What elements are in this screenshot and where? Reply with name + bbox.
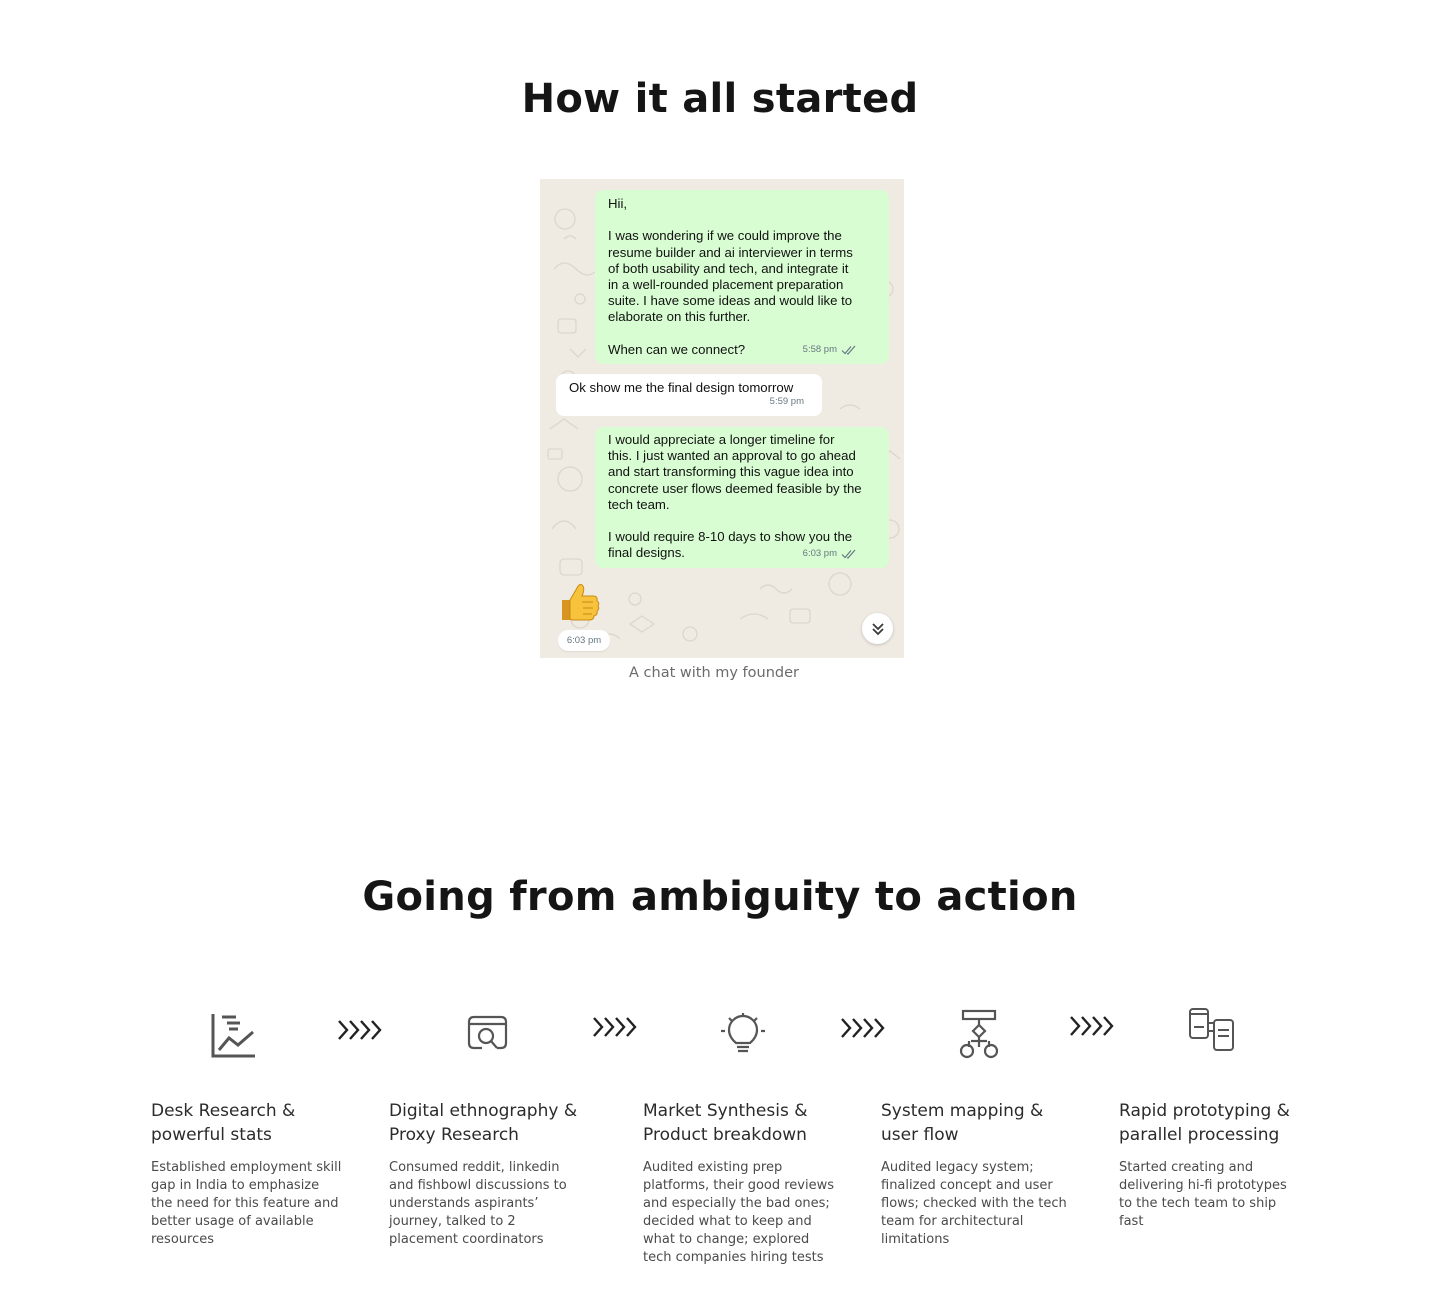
- double-chevron-down-icon: [871, 622, 885, 636]
- chevrons-right-icon: [839, 1015, 891, 1041]
- step-title: Digital ethnography & Proxy Research: [389, 1101, 578, 1145]
- scroll-to-bottom-button[interactable]: [862, 613, 893, 644]
- message-meta: [803, 546, 857, 562]
- thumbs-up-emoji: [556, 580, 600, 624]
- lightbulb-icon: [720, 1011, 766, 1057]
- step-title: System mapping & user flow: [881, 1101, 1044, 1145]
- step-description: Established employment skill gap in India to emphasize the need for this feature and better usage of available resources: [151, 1160, 342, 1247]
- step-description: Audited existing prep platforms, their good reviews and especially the bad ones; decided what to keep and what to change; explored tech companies hiring tests: [643, 1160, 835, 1265]
- message-text: Ok show me the final design tomorrow: [569, 380, 794, 395]
- chat-message-incoming: [556, 374, 822, 416]
- message-time: 5:58 pm: [802, 343, 837, 355]
- search-window-icon: [466, 1012, 510, 1054]
- section-title-how-it-started: How it all started: [521, 76, 919, 122]
- step-description: Started creating and delivering hi-fi prototypes to the tech team to ship fast: [1119, 1160, 1287, 1229]
- step-title: Market Synthesis & Product breakdown: [643, 1101, 808, 1145]
- reaction-time: 6:03 pm: [558, 630, 610, 651]
- step-title: Desk Research & powerful stats: [151, 1101, 296, 1145]
- chat-message-outgoing: [595, 190, 889, 364]
- message-meta: [770, 394, 804, 410]
- chat-caption: A chat with my founder: [629, 665, 799, 681]
- message-text: I would appreciate a longer timeline for this. I just wanted an approval to go ahead and start transforming this vague idea into concrete user flows deemed feasible by the tech team. I would require 8-10 days to show you the final designs.: [608, 432, 862, 561]
- devices-icon: [1187, 1006, 1237, 1052]
- flowchart-icon: [957, 1009, 1001, 1059]
- chevrons-right-icon: [591, 1014, 643, 1040]
- chart-icon: [209, 1012, 257, 1060]
- double-check-icon: [841, 345, 857, 355]
- chat-message-outgoing: [595, 427, 889, 568]
- message-text: Hii, I was wondering if we could improve the resume builder and ai interviewer in terms of both usability and tech, and integrate it in a well-rounded placement preparation suite. I have some ideas and would like to elaborate on this further. When can we connect?: [608, 196, 853, 357]
- double-check-icon: [841, 549, 857, 559]
- message-meta: [803, 342, 857, 358]
- chevrons-right-icon: [336, 1017, 388, 1043]
- chevrons-right-icon: [1068, 1013, 1120, 1039]
- message-time: 6:03 pm: [802, 547, 837, 559]
- section-title-ambiguity-to-action: Going from ambiguity to action: [362, 874, 1078, 920]
- step-description: Audited legacy system; finalized concept and user flows; checked with the tech team for architectural limitations: [881, 1160, 1067, 1247]
- message-time: 5:59 pm: [769, 395, 804, 407]
- step-title: Rapid prototyping & parallel processing: [1119, 1101, 1290, 1145]
- step-description: Consumed reddit, linkedin and fishbowl discussions to understands aspirants’ journey, talked to 2 placement coordinators: [389, 1160, 567, 1247]
